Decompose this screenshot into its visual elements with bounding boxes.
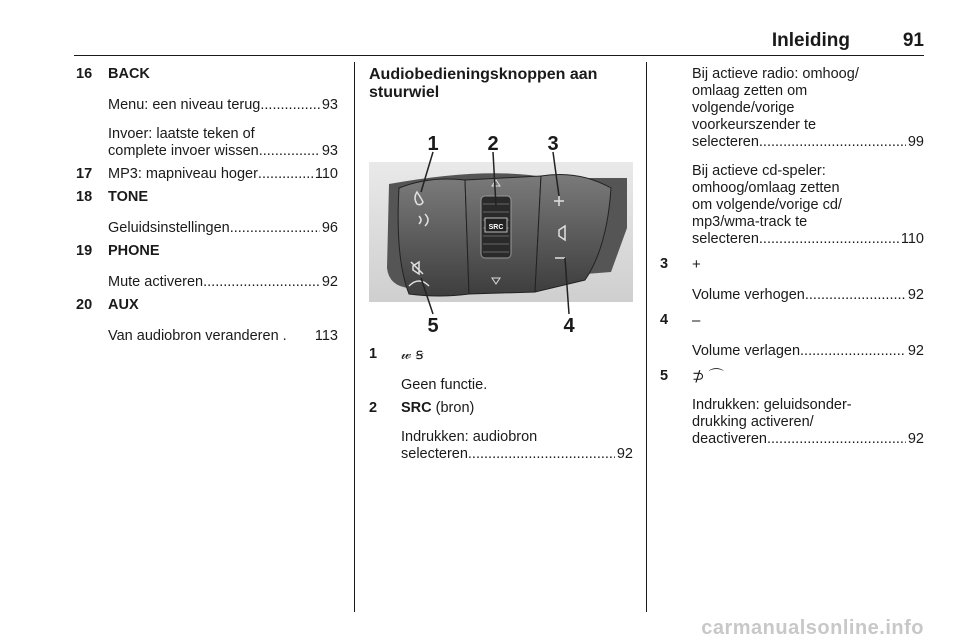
src-label: SRC <box>488 224 504 231</box>
callout-4: 4 <box>563 315 575 337</box>
item-number: 1 <box>369 346 378 362</box>
radio-text-block: Bij actieve radio: omhoog/ omlaag zetten om volgende/vorige voorkeurszender te selecteren ..... 99 <box>692 66 924 151</box>
page-number: 91 <box>902 30 924 51</box>
middle-column-items <box>369 346 633 463</box>
steering-wheel-controls-illustration <box>369 118 633 338</box>
item-text: Indrukken: geluidsonder- <box>692 397 852 413</box>
header-rule <box>74 55 924 56</box>
minus-icon: – <box>692 312 701 329</box>
toc-line: Van audiobron veranderen . 113 <box>108 328 338 344</box>
item-number: 16 <box>76 66 93 82</box>
item-number: 5 <box>660 368 669 384</box>
steering-wheel-figure <box>369 118 633 338</box>
page-header-title: Inleiding <box>771 30 850 51</box>
item-title: PHONE <box>108 243 160 259</box>
list-item <box>76 166 338 183</box>
right-column <box>660 66 924 448</box>
item-title: SRC (bron) <box>401 400 475 416</box>
item-title: AUX <box>108 297 139 313</box>
toc-line: selecteren ..... 99 <box>692 134 924 151</box>
toc-line: Invoer: laatste teken of <box>108 126 255 142</box>
item-text: Indrukken: audiobron <box>401 429 538 445</box>
phone-voice-icon: 𝓌 ꞩ <box>401 346 424 363</box>
list-item <box>76 243 338 291</box>
list-item <box>660 312 924 360</box>
item-title: TONE <box>108 189 149 205</box>
cd-text-block: Bij actieve cd-speler: omhoog/omlaag zetten om volgende/vorige cd/ mp3/wma-track te selecteren ..... 110 <box>692 163 924 248</box>
item-number: 18 <box>76 189 93 205</box>
section-heading: Audiobedieningsknoppen aan stuurwiel <box>369 66 598 101</box>
column-divider-left <box>354 62 355 612</box>
toc-line: Volume verlagen ..... 92 <box>692 343 924 360</box>
item-number: 20 <box>76 297 93 313</box>
left-button-cluster <box>398 179 469 296</box>
list-item <box>76 189 338 237</box>
list-item <box>369 346 633 394</box>
column-divider-right <box>646 62 647 612</box>
callout-3: 3 <box>547 133 559 155</box>
item-text: drukking activeren/ <box>692 414 814 430</box>
watermark: carmanualsonline.info <box>701 617 924 639</box>
toc-line: Geluidsinstellingen ..... 96 <box>108 220 338 237</box>
item-title: BACK <box>108 66 150 82</box>
middle-column <box>369 66 633 102</box>
plus-icon: + <box>692 256 701 273</box>
callout-1: 1 <box>427 133 439 155</box>
callout-2: 2 <box>487 133 499 155</box>
toc-line: complete invoer wissen ..... 93 <box>108 143 338 160</box>
list-item <box>660 256 924 304</box>
toc-line: Volume verhogen ..... 92 <box>692 287 924 304</box>
item-number: 4 <box>660 312 669 328</box>
item-number: 19 <box>76 243 93 259</box>
mute-hangup-icon: ⊅ ⌒ <box>692 368 724 385</box>
item-number: 3 <box>660 256 669 272</box>
toc-line: Menu: een niveau terug ..... 93 <box>108 97 338 114</box>
toc-line: deactiveren ..... 92 <box>692 431 924 448</box>
list-item <box>76 66 338 160</box>
toc-line: Mute activeren ..... 92 <box>108 274 338 291</box>
callout-5: 5 <box>427 315 439 337</box>
item-text: Geen functie. <box>401 377 488 393</box>
toc-line: selecteren ..... 110 <box>692 231 924 248</box>
toc-line: MP3: mapniveau hoger ..... 110 <box>108 166 338 183</box>
list-item <box>76 297 338 345</box>
item-number: 17 <box>76 166 93 182</box>
toc-line: selecteren ..... 92 <box>401 446 633 463</box>
left-column <box>76 66 338 345</box>
item-number: 2 <box>369 400 378 416</box>
list-item <box>660 368 924 448</box>
list-item <box>369 400 633 463</box>
